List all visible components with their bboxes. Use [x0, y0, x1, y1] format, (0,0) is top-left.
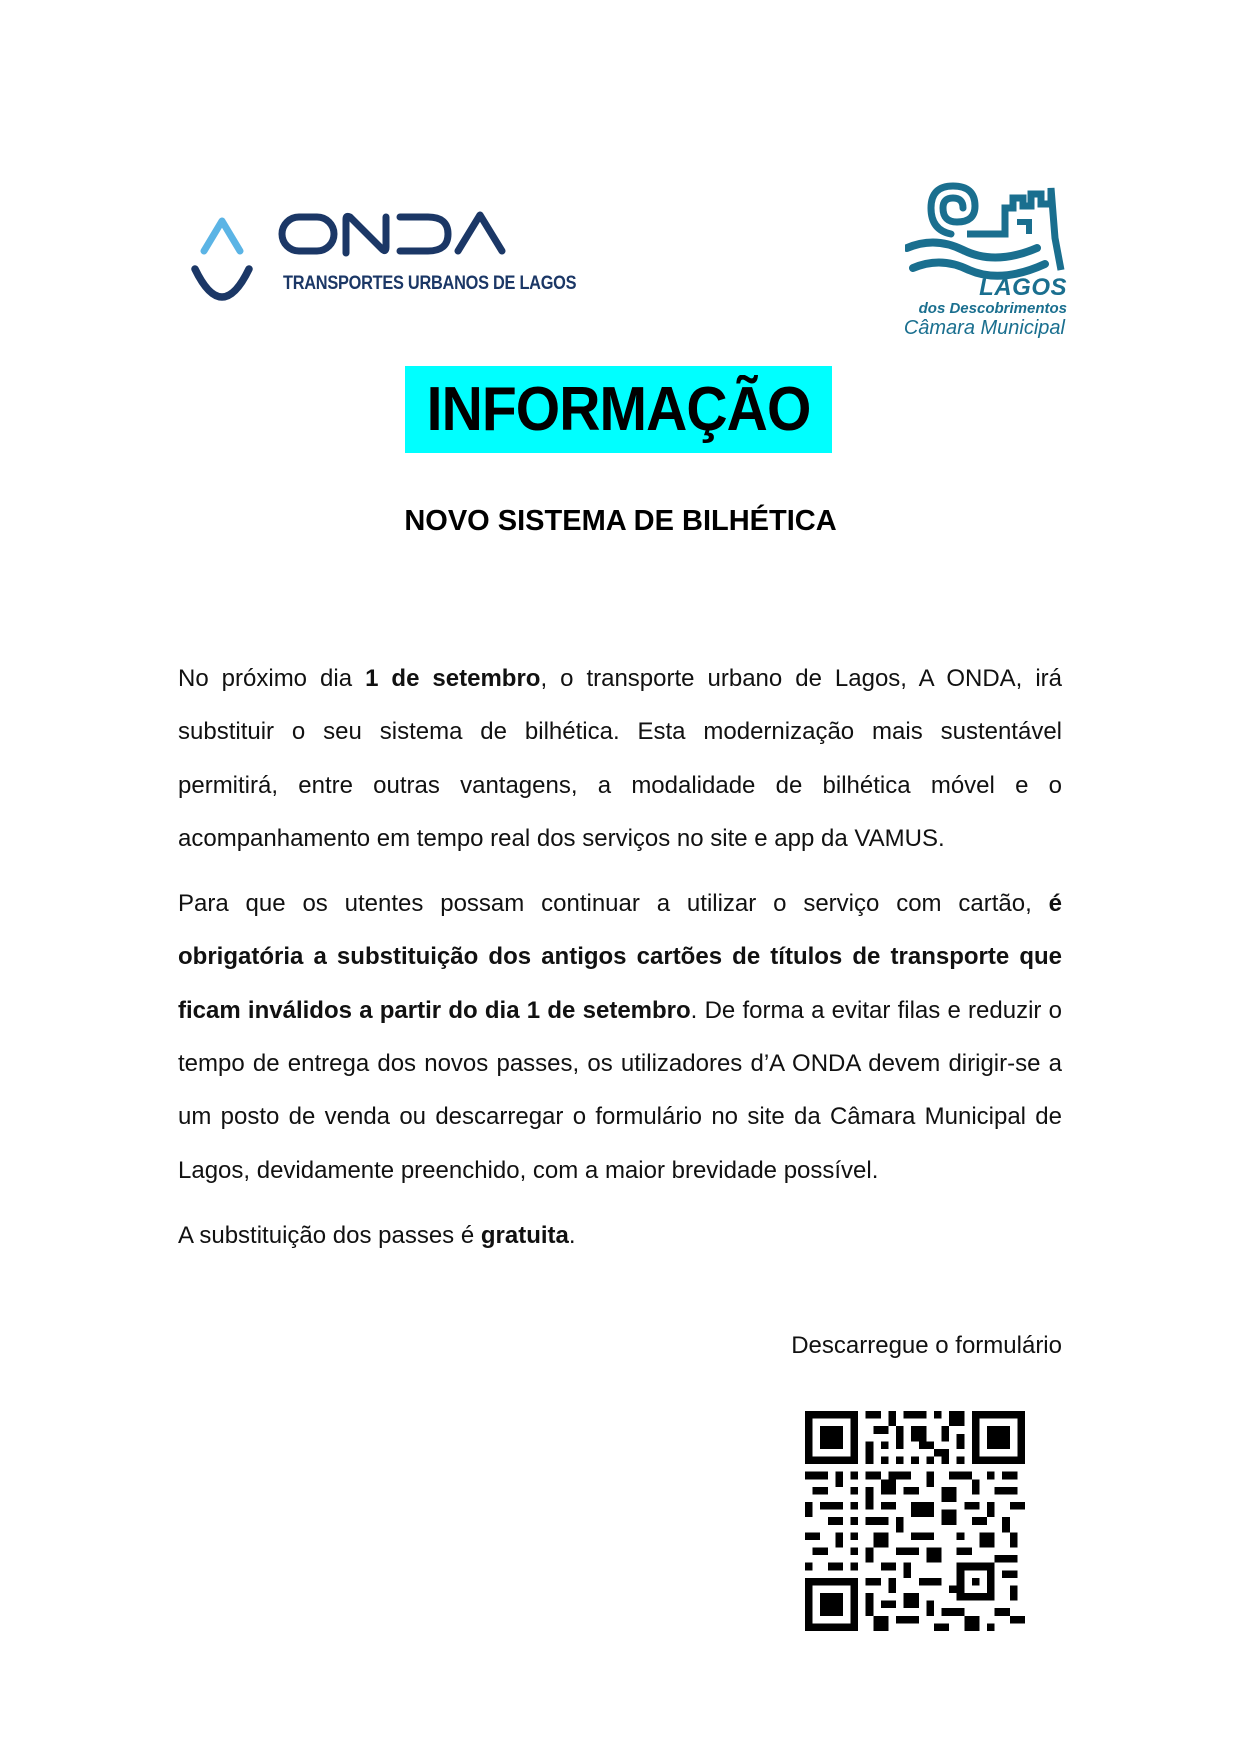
free-highlight: gratuita [480, 1221, 569, 1249]
text-run: , o transporte urbano de Lagos, A ONDA, irá substituir o seu sistema de bilhética. Esta modernização mais sustentável permitirá, entre outras vantagens, a modalidade de bilhética móvel e o acompanhamento em tempo real dos serviços no site e app da VAMUS. [178, 665, 1063, 852]
lagos-entity: Câmara Municipal [903, 317, 1065, 339]
paragraph-replacement [178, 877, 1062, 1197]
water-drop-icon [190, 213, 254, 305]
text-run: Para que os utentes possam continuar a utilizar o serviço com cartão, [178, 890, 1049, 918]
text-run: A substituição dos passes é [178, 1221, 481, 1249]
notice-body [178, 652, 1062, 1274]
page-title: INFORMAÇÃO [426, 375, 811, 444]
qr-code-icon[interactable] [805, 1410, 1025, 1632]
text-run: No próximo dia [178, 665, 366, 692]
onda-logo [190, 205, 590, 305]
paragraph-announcement [178, 652, 1062, 865]
date-highlight: 1 de setembro [365, 665, 541, 692]
information-banner [405, 366, 832, 453]
page-subtitle: NOVO SISTEMA DE BILHÉTICA [404, 505, 837, 537]
lagos-name: LAGOS [979, 274, 1067, 301]
mandatory-highlight: é obrigatória a substituição dos antigos cartões de títulos de transporte que ficam inválidos a partir do dia 1 de setembro [178, 890, 1062, 1024]
onda-tagline: TRANSPORTES URBANOS DE LAGOS [283, 273, 577, 294]
text-run: . De forma a evitar filas e reduzir o tempo de entrega dos novos passes, os utilizadores d’A ONDA devem dirigir-se a um posto de venda ou descarregar o formulário no site da Câmara Municipal de Lagos, devidamente preenchido, com a maior brevidade possível. [178, 996, 1062, 1184]
download-form-label: Descarregue o formulário [791, 1332, 1062, 1359]
lagos-municipality-logo [895, 178, 1075, 348]
onda-wordmark [278, 205, 508, 265]
text-run: . [568, 1221, 576, 1249]
paragraph-free [178, 1209, 1062, 1262]
lagos-subtitle: dos Descobrimentos [918, 300, 1067, 317]
